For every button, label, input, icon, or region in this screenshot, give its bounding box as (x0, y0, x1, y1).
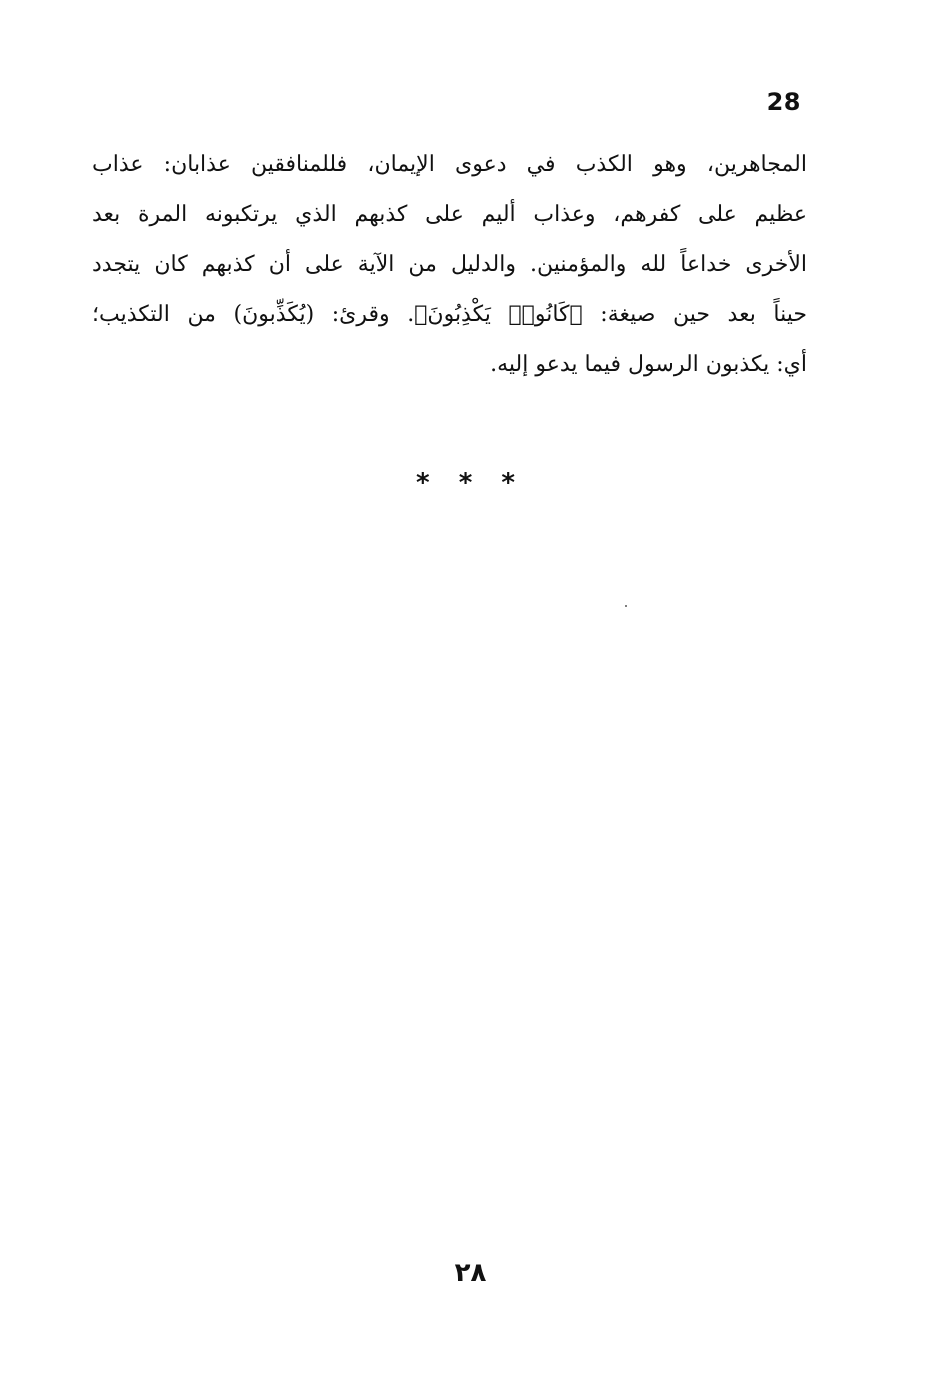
page-number-bottom: ٢٨ (454, 1258, 487, 1288)
paragraph-line-3: الأخرى خداعاً لله والمؤمنين. والدليل من الآية على أن كذبهم كان يتجدد (92, 252, 807, 277)
stray-dot (625, 605, 627, 607)
paragraph-line-2: عظيم على كفرهم، وعذاب أليم على كذبهم الذي يرتكبونه المرة بعد (92, 202, 807, 227)
page-number-top: 28 (766, 88, 801, 116)
body-paragraph (92, 140, 807, 390)
paragraph-line-5: أي: يكذبون الرسول فيما يدعو إليه. (490, 352, 807, 377)
paragraph-line-4: حيناً بعد حين صيغة: ﴿كَانُوا۟ يَكْذِبُونَ﴾. وقرئ: (يُكَذِّبونَ) من التكذيب؛ (92, 302, 807, 327)
section-separator: * * * (416, 468, 525, 498)
paragraph-line-1: المجاهرين، وهو الكذب في دعوى الإيمان، فللمنافقين عذابان: عذاب (92, 152, 807, 177)
